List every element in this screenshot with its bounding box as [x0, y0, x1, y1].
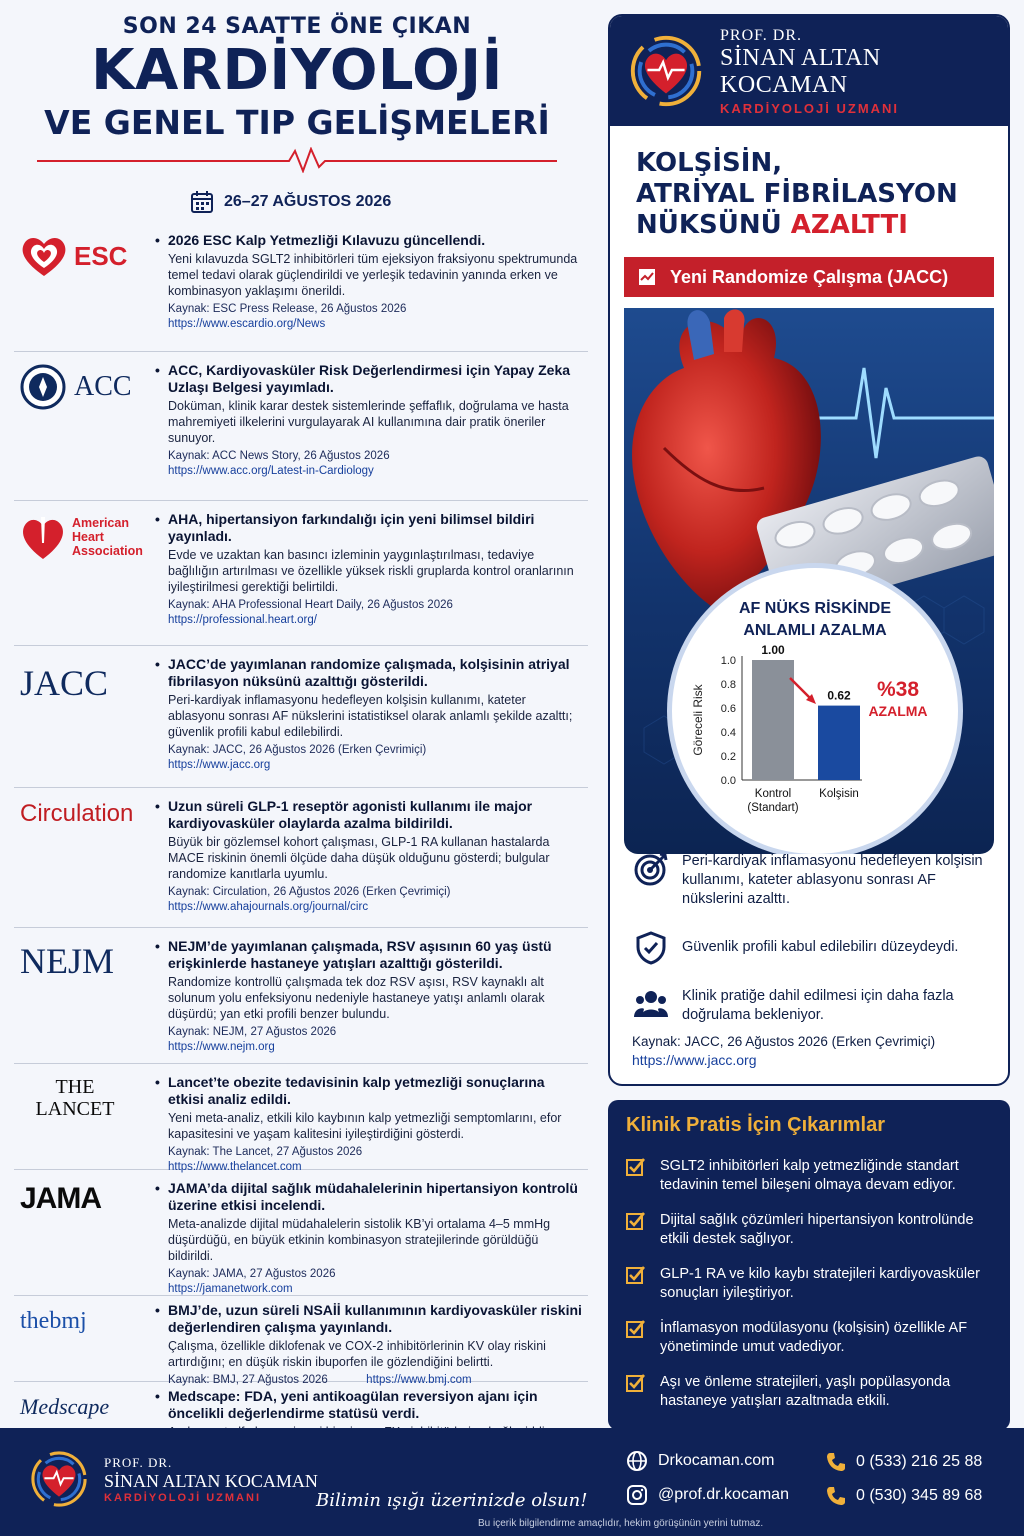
key-point-text: Aşı ve önleme stratejileri, yaşlı popülasyonda hastaneye yatışları azaltmada etkili. [660, 1374, 951, 1409]
y-tick-label: 1.0 [720, 655, 736, 667]
news-body: Yeni meta-analiz, etkili kilo kaybının kalp yetmezliği semptomlarını, efor kapasitesini ve yaşam kalitesini iyileştirdiğini gösterdi. [168, 1111, 562, 1141]
news-item-circulation [14, 788, 588, 928]
news-title: • JACC’de yayımlanan randomize çalışmada, kolşisinin atriyal fibrilasyon nüksünü azalttığı gösterildi. [154, 656, 584, 690]
category-label: Kontrol [754, 788, 792, 800]
instagram-link[interactable]: @prof.dr.kocaman [626, 1484, 789, 1506]
news-title: • JAMA’da dijital sağlık müdahalelerinin hipertansiyon kontrolü üzerine etkisi incelendi. [154, 1180, 584, 1214]
news-item-bmj [14, 1296, 588, 1386]
news-link[interactable]: https://www.thelancet.com [168, 1161, 302, 1173]
footer-disclaimer: Bu içerik bilgilendirme amaçlıdır, hekim görüşünün yerini tutmaz. [478, 1518, 764, 1529]
news-body: Peri-kardiyak inflamasyonu hedefleyen kolşisin kullanımı, kateter ablasyonu sonrası AF nükslerini istatistiksel olarak anlamlı şekilde azalttı; güvenlik profili kabul edilebilirdi. [168, 693, 573, 739]
category-label: Kolşisin [819, 788, 859, 800]
key-points-panel [608, 1100, 1010, 1430]
feature-link[interactable]: https://www.jacc.org [632, 1052, 757, 1068]
feature-illustration [624, 308, 994, 854]
reduction-percent: %38 [876, 678, 920, 701]
doctor-banner [610, 16, 1008, 126]
date-row [190, 190, 391, 214]
news-item-nejm [14, 928, 588, 1064]
key-point-text: Dijital sağlık çözümleri hipertansiyon kontrolünde etkili destek sağlıyor. [660, 1212, 974, 1247]
target-icon [634, 852, 668, 886]
bullet-item: Güvenlik profili kabul edilebilirı düzeydeydi. [634, 931, 994, 965]
key-points-title: Klinik Pratis İçin Çıkarımlar [626, 1114, 885, 1136]
globe-icon [626, 1450, 648, 1472]
circulation-logo: Circulation [20, 800, 134, 827]
feature-headline: KOLŞİSİN, ATRİYAL FİBRİLASYON NÜKSÜNÜ AZALTTI [636, 148, 958, 240]
doctor-title: KARDİYOLOJİ UZMANI [720, 100, 900, 116]
news-body: Meta-analizde dijital müdahalelerin sistolik KB’yi ortalama 4–5 mmHg düşürdüğü, en büyük etkinin kombinasyon stratejilerinde görüldüğü bildirildi. [168, 1217, 551, 1263]
news-link[interactable]: https://professional.heart.org/ [168, 614, 317, 626]
chart-title: AF NÜKS RİSKİNDE ANLAMLI AZALMA [738, 600, 891, 639]
news-link[interactable]: https://www.bmj.com [366, 1374, 472, 1386]
chart-badge-icon [638, 268, 656, 286]
jacc-logo: JACC [20, 663, 109, 703]
doctor-name: SİNAN ALTAN KOCAMAN [720, 44, 881, 98]
phone-icon [826, 1452, 846, 1472]
feature-source: Kaynak: JACC, 26 Ağustos 2026 (Erken Çevrimiçi) [632, 1034, 936, 1049]
header-subtitle: VE GENEL TIP GELİŞMELERİ [44, 103, 550, 142]
footer-doctor-prefix: PROF. DR. [104, 1454, 173, 1470]
news-link[interactable]: https://jamanetwork.com [168, 1283, 293, 1295]
news-item-lancet [14, 1064, 588, 1173]
category-label: (Standart) [747, 802, 799, 814]
phone-link-1[interactable]: 0 (533) 216 25 88 [826, 1452, 982, 1472]
news-source: Kaynak: The Lancet, 27 Ağustos 2026 [168, 1146, 363, 1158]
y-axis-label: Göreceli Risk [691, 684, 705, 756]
key-point-item [626, 1319, 992, 1357]
key-point-item [626, 1373, 992, 1411]
instagram-icon [626, 1484, 648, 1506]
news-source: Kaynak: JAMA, 27 Ağustos 2026 [168, 1268, 336, 1280]
news-item-aha [14, 501, 588, 646]
news-body: Çalışma, özellikle diklofenak ve COX-2 inhibitörlerinin KV olay riskini artırdığını; en düşük riskin ibuporfen ile gözlendiğini belirtti. [168, 1339, 546, 1369]
y-tick-label: 0.0 [720, 775, 736, 787]
news-title: • AHA, hipertansiyon farkındalığı için yeni bilimsel bildiri yayınladı. [154, 511, 584, 545]
feature-bullets [634, 852, 994, 1047]
news-source: Kaynak: ACC News Story, 26 Ağustos 2026 [168, 450, 390, 462]
key-point-text: GLP-1 RA ve kilo kaybı stratejileri kardiyovasküler sonuçları iyileştiriyor. [660, 1266, 980, 1301]
news-source: Kaynak: BMJ, 27 Ağustos 2026 https://www.bmj.com [168, 1374, 472, 1386]
y-tick-label: 0.8 [720, 679, 736, 691]
footer-brand [26, 1446, 318, 1512]
nejm-logo: NEJM [20, 941, 115, 981]
doctor-logo-icon [624, 28, 708, 114]
news-source: Kaynak: NEJM, 27 Ağustos 2026 [168, 1026, 337, 1038]
feature-panel [608, 14, 1010, 1086]
news-body: Evde ve uzaktan kan basıncı izleminin yaygınlaştırılması, tedaviye bağlılığın artırılması ve özellikle yüksek riskli gruplarda kontrol oranlarının iyileştirilmesi gerektiği belirtildi. [168, 548, 574, 594]
news-link[interactable]: https://www.escardio.org/News [168, 318, 326, 330]
footer-doctor-name: SİNAN ALTAN KOCAMAN [104, 1470, 318, 1491]
news-item-jacc [14, 646, 588, 788]
y-tick-label: 0.2 [720, 751, 736, 763]
news-item-acc [14, 352, 588, 501]
news-title: • ACC, Kardiyovasküler Risk Değerlendirmesi için Yapay Zeka Uzlaşı Belgesi yayımladı. [154, 362, 584, 396]
bar-1 [818, 706, 860, 780]
header-title: KARDİYOLOJİ [91, 38, 503, 103]
footer-slogan: Bilimin ışığı üzerinizde olsun! [316, 1490, 588, 1511]
pulse-line-icon [37, 147, 557, 173]
news-source: Kaynak: ESC Press Release, 26 Ağustos 2026 [168, 303, 407, 315]
users-icon [634, 987, 668, 1021]
news-body: Randomize kontrollü çalışmada tek doz RSV aşısı, RSV kaynaklı alt solunum yolu enfeksiyonu nedeniyle hastaneye yatışı anlamlı olarak düşürdü; yan etki profili benzer bulundu. [168, 975, 545, 1021]
news-link[interactable]: https://www.ahajournals.org/journal/circ [168, 901, 369, 913]
study-band-label: Yeni Randomize Çalışma (JACC) [670, 266, 949, 287]
footer-doctor-title: KARDİYOLOJİ UZMANI [104, 1491, 261, 1504]
news-link[interactable]: https://www.acc.org/Latest-in-Cardiology [168, 465, 374, 477]
y-tick-label: 0.6 [720, 703, 736, 715]
data-label: 1.00 [761, 643, 785, 657]
news-title: • BMJ’de, uzun süreli NSAİİ kullanımının kardiyovasküler riskini değerlendiren çalışma yayınlandı. [154, 1302, 584, 1336]
checkbox-icon [626, 1211, 646, 1231]
news-source: Kaynak: JACC, 26 Ağustos 2026 (Erken Çevrimiçi) [168, 744, 427, 756]
checkbox-icon [626, 1319, 646, 1339]
shield-check-icon [634, 931, 668, 965]
bullet-item: Klinik pratiğe dahil edilmesi için daha fazla doğrulama bekleniyor. [634, 987, 994, 1025]
checkbox-icon [626, 1373, 646, 1393]
study-band [624, 257, 994, 297]
news-title: • Lancet’te obezite tedavisinin kalp yetmezliği sonuçlarına etkisi analiz edildi. [154, 1074, 584, 1108]
chart-circle [672, 568, 958, 854]
key-point-item [626, 1157, 992, 1195]
news-link[interactable]: https://www.nejm.org [168, 1041, 275, 1053]
news-body: Yeni kılavuzda SGLT2 inhibitörleri tüm ejeksiyon fraksiyonu spektrumunda temel tedavi olarak güçlendirildi ve yerleşik tedavinin yanında erken ve kombinasyon yaklaşımı önerildi. [168, 252, 578, 298]
news-body: Doküman, klinik karar destek sistemlerinde şeffaflık, doğrulama ve hasta mahremiyeti ilkelerini vurgulayarak AI kullanımına dair pratik öneriler sunuyor. [168, 399, 569, 445]
key-point-item [626, 1265, 992, 1303]
aha-logo: American Heart Association [14, 501, 154, 645]
key-point-item [626, 1211, 992, 1249]
heart-icon [20, 234, 68, 278]
news-source: Kaynak: Circulation, 26 Ağustos 2026 (Erken Çevrimiçi) [168, 886, 451, 898]
checkbox-icon [626, 1157, 646, 1177]
reduction-label: AZALMA [868, 703, 928, 719]
key-point-text: SGLT2 inhibitörleri kalp yetmezliğinde standart tedavinin temel bileşeni olmaya devam ediyor. [660, 1158, 959, 1193]
news-list [14, 222, 588, 1462]
main-header [18, 14, 576, 173]
news-title: • Medscape: FDA, yeni antikoagülan reversiyon ajanı için öncelikli değerlendirme statüsü verdi. [154, 1388, 584, 1422]
bar-0 [752, 660, 794, 780]
news-title: • NEJM’de yayımlanan çalışmada, RSV aşısının 60 yaş üstü erişkinlerde hastaneye yatışları azalttığı gösterildi. [154, 938, 584, 972]
news-item-esc [14, 222, 588, 352]
phone-icon [826, 1486, 846, 1506]
y-tick-label: 0.4 [720, 727, 736, 739]
doctor-logo-icon [26, 1446, 92, 1512]
key-point-text: İnflamasyon modülasyonu (kolşisin) özellikle AF yönetiminde umut vadediyor. [660, 1320, 968, 1355]
news-title: • 2026 ESC Kalp Yetmezliği Kılavuzu güncellendi. [154, 232, 584, 249]
date-text: 26–27 AĞUSTOS 2026 [224, 193, 392, 210]
news-item-jama [14, 1170, 588, 1296]
acc-seal-icon [20, 364, 66, 410]
bmj-logo: thebmj [20, 1308, 87, 1334]
header-line1: SON 24 SAATTE ÖNE ÇIKAN [122, 14, 472, 39]
esc-logo: ESC [14, 222, 154, 351]
acc-logo: ACC [14, 352, 154, 500]
news-link[interactable]: https://www.jacc.org [168, 759, 271, 771]
data-label: 0.62 [827, 688, 851, 703]
doctor-prefix: PROF. DR. [720, 26, 802, 44]
website-link[interactable]: Drkocaman.com [626, 1450, 774, 1472]
footer [0, 1428, 1024, 1536]
news-body: Büyük bir gözlemsel kohort çalışması, GLP-1 RA kullanan hastalarda MACE riskinin önemli ölçüde daha düşük olduğunu gösterdi; bulgular randomize kanıtlarla uyumlu. [168, 835, 550, 881]
checkbox-icon [626, 1265, 646, 1285]
bullet-item: Peri-kardiyak inflamasyonu hedefleyen kolşisin kullanımı, kateter ablasyonu sonrası AF nükslerini azalttı. [634, 852, 994, 909]
phone-link-2[interactable]: 0 (530) 345 89 68 [826, 1486, 982, 1506]
bar-chart [672, 568, 958, 854]
news-title: • Uzun süreli GLP-1 reseptör agonisti kullanımı ile major kardiyovasküler olaylarda azalma bildirildi. [154, 798, 584, 832]
news-source: Kaynak: AHA Professional Heart Daily, 26 Ağustos 2026 [168, 599, 453, 611]
calendar-icon [190, 190, 214, 214]
jama-logo: JAMA [20, 1182, 102, 1215]
medscape-logo: Medscape [20, 1394, 110, 1419]
aha-heart-torch-icon [20, 513, 66, 561]
lancet-logo: THE LANCET [35, 1076, 115, 1120]
